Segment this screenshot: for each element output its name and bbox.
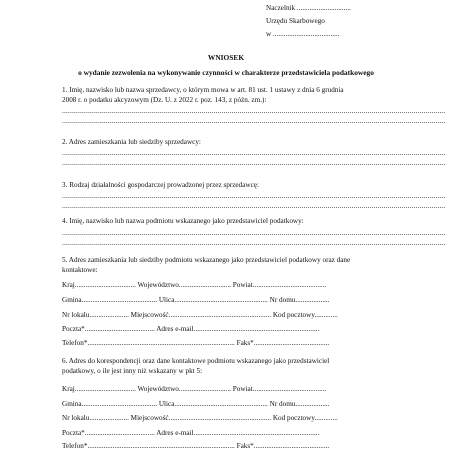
- section-1-line-1: 1. Imię, nazwisko lub nazwa sprzedawcy, o którym mowa w art. 81 ust. 1 ustawy z dnia 6 grudnia: [62, 86, 344, 94]
- section-4-answer-line[interactable]: ................................................................................................................................................................................................: [62, 239, 446, 247]
- section-6-line-2: podatkowy, o ile jest inny niż wskazany w pkt 5:: [62, 367, 203, 375]
- section-1-answer-line[interactable]: ................................................................................................................................................................................................: [62, 107, 446, 115]
- section-2-label: 2. Adres zamieszkania lub siedziby sprzedawcy:: [62, 138, 201, 146]
- section-3-label: 3. Rodzaj działalności gospodarczej prowadzonej przez sprzedawcę:: [62, 181, 259, 189]
- document-subtitle: o wydanie zezwolenia na wykonywanie czynności w charakterze przedstawiciela podatkowego: [78, 68, 374, 77]
- section-6-address-row-country[interactable]: Kraj.................................. Województwo............................. Powiat.........................................: [62, 385, 327, 393]
- section-3-answer-line[interactable]: ................................................................................................................................................................................................: [62, 202, 446, 210]
- section-1-line-2: 2008 r. o podatku akcyzowym (Dz. U. z 2022 r. poz. 143, z późn. zm.):: [62, 96, 267, 104]
- header-line-urzad: Urzędu Skarbowego: [266, 17, 325, 25]
- section-5-address-row-street[interactable]: Gmina.......................................... Ulica.................................................... Nr domu...................: [62, 296, 330, 304]
- section-4-label: 4. Imię, nazwisko lub nazwa podmiotu wskazanego jako przedstawiciel podatkowy:: [62, 217, 304, 225]
- document-title: WNIOSEK: [207, 53, 245, 62]
- section-2-answer-line[interactable]: ................................................................................................................................................................................................: [62, 159, 446, 167]
- section-6-address-row-street[interactable]: Gmina.......................................... Ulica.................................................... Nr domu...................: [62, 400, 330, 408]
- header-line-naczelnik: Naczelnik ..............................: [266, 4, 351, 12]
- section-5-contact-row-phone[interactable]: Telefon*.................................................................................. Faks*..........................................: [62, 339, 330, 347]
- section-5-contact-row-email[interactable]: Poczta*....................................... Adres e-mail......................................................................: [62, 325, 320, 333]
- section-5-address-row-locality[interactable]: Nr lokalu...................... Miejscowość......................................................... Kod pocztowy.............: [62, 311, 338, 319]
- section-4-answer-line[interactable]: ................................................................................................................................................................................................: [62, 229, 446, 237]
- section-2-answer-line[interactable]: ................................................................................................................................................................................................: [62, 149, 446, 157]
- section-5-line-2: kontaktowe:: [62, 266, 98, 274]
- section-6-address-row-locality[interactable]: Nr lokalu...................... Miejscowość......................................................... Kod pocztowy.............: [62, 414, 338, 422]
- section-3-answer-line[interactable]: ................................................................................................................................................................................................: [62, 192, 446, 200]
- section-6-contact-row-phone[interactable]: Telefon*.................................................................................. Faks*..........................................: [62, 442, 330, 450]
- section-1-answer-line[interactable]: ................................................................................................................................................................................................: [62, 117, 446, 125]
- section-6-contact-row-email[interactable]: Poczta*....................................... Adres e-mail......................................................................: [62, 429, 320, 437]
- header-line-w: w .....................................: [266, 30, 340, 38]
- section-5-address-row-country[interactable]: Kraj.................................. Województwo............................. Powiat.........................................: [62, 281, 327, 289]
- section-5-line-1: 5. Adres zamieszkania lub siedziby podmiotu wskazanego jako przedstawiciel podatkowy oraz dane: [62, 256, 351, 264]
- section-6-line-1: 6. Adres do korespondencji oraz dane kontaktowe podmiotu wskazanego jako przedstawiciel: [62, 357, 330, 365]
